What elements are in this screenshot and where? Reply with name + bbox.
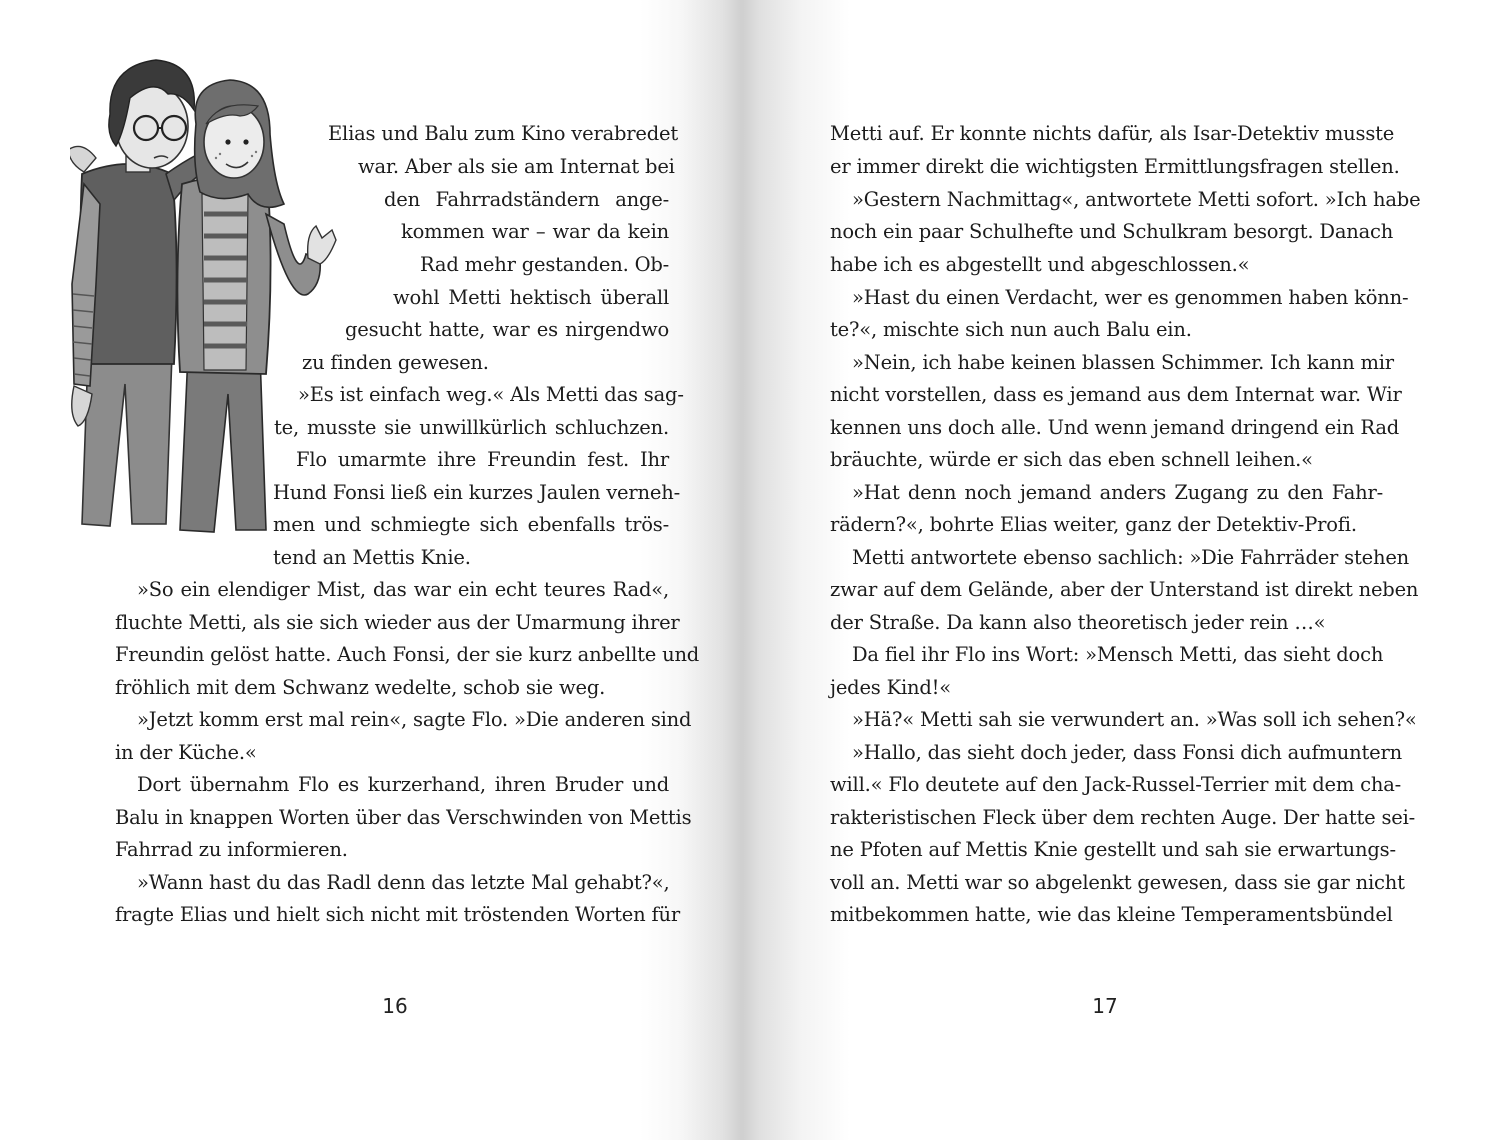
left-page	[0, 0, 748, 1140]
page-number: 16	[382, 994, 408, 1018]
text-line: zwar auf dem Gelände, aber der Unterstand ist direkt neben	[830, 578, 1419, 601]
text-line: »Hat denn noch jemand anders Zugang zu den Fahr-	[852, 481, 1383, 504]
text-line: Metti antwortete ebenso sachlich: »Die Fahrräder stehen	[852, 546, 1410, 569]
text-line: bräuchte, würde er sich das eben schnell leihen.«	[830, 448, 1313, 471]
text-line: fröhlich mit dem Schwanz wedelte, schob sie weg.	[115, 676, 606, 699]
text-line: jedes Kind!«	[830, 676, 952, 699]
text-line: rädern?«, bohrte Elias weiter, ganz der Detektiv-Profi.	[830, 513, 1357, 536]
text-line: will.« Flo deutete auf den Jack-Russel-Terrier mit dem cha-	[830, 773, 1402, 796]
text-line: fluchte Metti, als sie sich wieder aus der Umarmung ihrer	[115, 611, 680, 634]
text-line: Flo umarmte ihre Freundin fest. Ihr	[296, 448, 669, 471]
text-line: ne Pfoten auf Mettis Knie gestellt und sah sie erwartungs-	[830, 838, 1396, 861]
text-line: habe ich es abgestellt und abgeschlossen.«	[830, 253, 1250, 276]
text-line: te?«, mischte sich nun auch Balu ein.	[830, 318, 1192, 341]
text-line: »Gestern Nachmittag«, antwortete Metti sofort. »Ich habe	[852, 188, 1421, 211]
text-line: zu finden gewesen.	[302, 351, 489, 374]
text-line: Rad mehr gestanden. Ob-	[420, 253, 670, 276]
text-line: tend an Mettis Knie.	[273, 546, 471, 569]
text-line: Fahrrad zu informieren.	[115, 838, 348, 861]
text-line: »Nein, ich habe keinen blassen Schimmer. Ich kann mir	[852, 351, 1394, 374]
text-line: »Hallo, das sieht doch jeder, dass Fonsi dich aufmuntern	[852, 741, 1402, 764]
text-line: voll an. Metti war so abgelenkt gewesen, dass sie gar nicht	[830, 871, 1405, 894]
text-line: te, musste sie unwillkürlich schluchzen.	[274, 416, 669, 439]
text-line: Metti auf. Er konnte nichts dafür, als Isar-Detektiv musste	[830, 122, 1395, 145]
right-page	[748, 0, 1500, 1140]
text-line: Balu in knappen Worten über das Verschwinden von Mettis	[115, 806, 692, 829]
text-line: rakteristischen Fleck über dem rechten Auge. Der hatte sei-	[830, 806, 1416, 829]
text-line: kennen uns doch alle. Und wenn jemand dringend ein Rad	[830, 416, 1400, 439]
text-line: Hund Fonsi ließ ein kurzes Jaulen verneh-	[273, 481, 680, 504]
text-line: gesucht hatte, war es nirgendwo	[345, 318, 669, 341]
text-line: »Jetzt komm erst mal rein«, sagte Flo. »Die anderen sind	[137, 708, 692, 731]
text-line: »Hast du einen Verdacht, wer es genommen haben könn-	[852, 286, 1409, 309]
text-line: men und schmiegte sich ebenfalls trös-	[273, 513, 669, 536]
text-line: noch ein paar Schulhefte und Schulkram besorgt. Danach	[830, 220, 1394, 243]
text-line: kommen war – war da kein	[401, 220, 669, 243]
page-number: 17	[1092, 994, 1118, 1018]
text-line: nicht vorstellen, dass es jemand aus dem Internat war. Wir	[830, 383, 1402, 406]
text-line: er immer direkt die wichtigsten Ermittlungsfragen stellen.	[830, 155, 1400, 178]
text-line: mitbekommen hatte, wie das kleine Temperamentsbündel	[830, 903, 1393, 926]
text-line: fragte Elias und hielt sich nicht mit tröstenden Worten für	[115, 903, 680, 926]
text-line: »Hä?« Metti sah sie verwundert an. »Was soll ich sehen?«	[852, 708, 1417, 731]
text-line: den Fahrradständern ange-	[384, 188, 669, 211]
text-line: Freundin gelöst hatte. Auch Fonsi, der sie kurz anbellte und	[115, 643, 700, 666]
text-line: »Es ist einfach weg.« Als Metti das sag-	[298, 383, 684, 406]
text-line: Da fiel ihr Flo ins Wort: »Mensch Metti, das sieht doch	[852, 643, 1384, 666]
text-line: der Straße. Da kann also theoretisch jeder rein …«	[830, 611, 1326, 634]
text-line: Dort übernahm Flo es kurzerhand, ihren Bruder und	[137, 773, 669, 796]
text-line: Elias und Balu zum Kino verabredet	[328, 122, 679, 145]
text-line: in der Küche.«	[115, 741, 257, 764]
text-line: »Wann hast du das Radl denn das letzte Mal gehabt?«,	[137, 871, 670, 894]
text-line: war. Aber als sie am Internat bei	[358, 155, 675, 178]
text-line: »So ein elendiger Mist, das war ein echt teures Rad«,	[137, 578, 669, 601]
text-line: wohl Metti hektisch überall	[393, 286, 669, 309]
